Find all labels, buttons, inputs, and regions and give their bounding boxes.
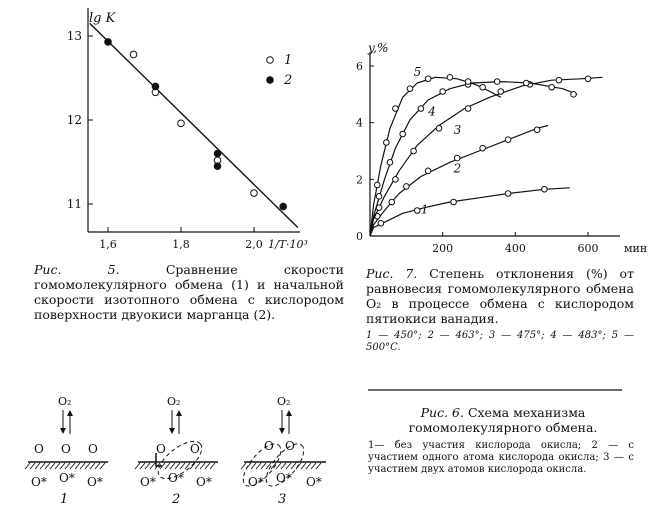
fig7-point-series-2	[389, 199, 395, 205]
oxide-oxygen-atom: O*	[59, 471, 75, 485]
fig7-y-tick-label: 2	[356, 173, 363, 187]
fig5-y-tick-label: 12	[66, 113, 82, 127]
gas-oxygen-atom: O	[264, 439, 274, 453]
fig5-legend-label: 2	[284, 73, 293, 88]
fig5-point-series-2	[280, 203, 287, 210]
fig7-series-label: 3	[453, 123, 462, 137]
fig5-legend-marker	[267, 77, 274, 84]
fig6-legend-text: 1— без участия кислорода окисла; 2 — с участием одного атома кислорода окисла; 3 — с участием двух атомов кислорода окисла.	[368, 440, 634, 475]
oxide-oxygen-atom: O*	[196, 475, 212, 489]
gas-oxygen-atom: O	[285, 439, 295, 453]
fig7-point-series-2	[480, 145, 486, 151]
fig7-chart	[356, 41, 647, 255]
fig5-y-tick-label: 11	[66, 197, 82, 211]
fig6-caption-lead: Рис. 6.	[420, 405, 464, 420]
fig5-caption-lead: Рис. 5.	[34, 262, 120, 277]
fig7-x-tick-label: 400	[504, 242, 526, 255]
fig5-chart	[67, 8, 308, 251]
fig7-point-series-1	[451, 199, 457, 205]
fig6-caption	[372, 405, 634, 435]
fig5-x-label: 1/T·10³	[268, 238, 308, 251]
fig7-point-series-4	[376, 194, 382, 200]
fig7-point-series-4	[571, 92, 577, 98]
fig5-y-tick-label: 13	[66, 29, 82, 43]
fig7-point-series-3	[465, 106, 471, 112]
fig7-caption-lead: Рис. 7.	[366, 266, 418, 281]
arrowhead-icon	[176, 410, 182, 416]
fig7-point-series-5	[465, 79, 471, 85]
gas-oxygen-atom: O	[61, 442, 71, 456]
oxide-oxygen-atom: O*	[248, 475, 264, 489]
arrowhead-icon	[169, 428, 175, 434]
fig7-point-series-1	[505, 191, 511, 197]
surface-hatching	[25, 463, 105, 469]
fig7-y-tick-label: 4	[356, 116, 363, 130]
fig7-x-tick-label: 200	[432, 242, 454, 255]
fig7-y-tick-label: 0	[356, 230, 363, 243]
fig7-point-series-3	[393, 177, 399, 183]
oxide-oxygen-atom: O*	[87, 475, 103, 489]
fig7-point-series-3	[556, 77, 562, 83]
fig5-point-series-2	[152, 83, 159, 90]
oxide-oxygen-atom: O*	[276, 471, 292, 485]
fig7-point-series-4	[387, 160, 393, 166]
fig7-point-series-5	[447, 75, 453, 81]
fig7-x-tick-label: 600	[577, 242, 599, 255]
oxide-oxygen-atom: O*	[168, 471, 184, 485]
fig7-point-series-4	[494, 79, 500, 85]
fig7-point-series-2	[425, 168, 431, 174]
fig7-point-series-5	[425, 76, 431, 82]
fig5-point-series-1	[178, 120, 185, 127]
panel-label: 1	[60, 492, 69, 507]
fig5-point-series-2	[105, 39, 112, 46]
fig5-point-series-1	[130, 51, 137, 58]
arrowhead-icon	[67, 410, 73, 416]
fig7-point-series-4	[418, 106, 424, 112]
oxide-oxygen-atom: O*	[31, 475, 47, 489]
gas-oxygen-atom: O	[34, 442, 44, 456]
o2-label: O₂	[58, 395, 72, 408]
fig7-point-series-2	[454, 155, 460, 161]
fig7-point-series-4	[400, 131, 406, 137]
fig5-fit-line	[90, 23, 298, 227]
fig7-series-line-1	[370, 188, 570, 236]
fig5-legend-marker	[267, 57, 274, 64]
arrowhead-icon	[286, 410, 292, 416]
fig7-point-series-3	[411, 148, 417, 154]
fig7-series-label: 1	[420, 202, 429, 217]
fig7-series-label: 4	[428, 104, 436, 119]
fig7-point-series-4	[549, 84, 555, 90]
fig6-panel-3	[237, 395, 326, 507]
oxide-oxygen-atom: O*	[140, 475, 156, 489]
fig5-legend-label: 1	[284, 53, 293, 68]
fig7-point-series-1	[542, 186, 548, 192]
fig5-x-tick-label: 2,0	[245, 238, 263, 251]
gas-oxygen-atom: O	[190, 442, 200, 456]
fig7-y-label: y,%	[368, 41, 389, 55]
fig7-caption-text: Степень отклонения (%) от равновесия гомомолекулярного обмена O₂ в процессе обмена с кислородом пятиокиси ванадия.	[366, 266, 634, 326]
fig7-caption	[366, 266, 634, 326]
fig7-point-series-3	[436, 126, 442, 132]
fig7-point-series-3	[498, 89, 504, 95]
fig5-point-series-2	[214, 150, 221, 157]
fig7-point-series-1	[378, 220, 384, 226]
fig5-point-series-1	[251, 190, 258, 197]
fig7-point-series-3	[585, 76, 591, 82]
fig7-y-tick-label: 6	[356, 60, 363, 73]
fig5-x-tick-label: 1,8	[172, 238, 190, 251]
fig5-y-label: lg K	[89, 11, 116, 26]
fig7-point-series-4	[523, 80, 529, 86]
fig7-legend-text: 1 — 450°; 2 — 463°; 3 — 475°; 4 — 483°; 5 — 500°C.	[366, 330, 634, 353]
fig7-series-label: 5	[413, 64, 422, 79]
fig7-point-series-2	[505, 137, 511, 143]
fig6-panel-2	[135, 395, 218, 507]
fig7-point-series-5	[374, 182, 380, 188]
panel-label: 2	[172, 492, 181, 507]
panel-label: 3	[278, 492, 287, 507]
gas-oxygen-atom: O	[156, 442, 166, 456]
surface-hatching	[241, 463, 321, 469]
fig7-point-series-2	[404, 184, 410, 190]
o2-label: O₂	[277, 395, 291, 408]
fig5-caption	[34, 262, 344, 322]
arrowhead-icon	[279, 428, 285, 434]
fig6-panel-1	[25, 395, 108, 507]
fig6-caption-text: Схема механизма гомомолекулярного обмена.	[408, 405, 598, 435]
fig7-series-label: 2	[453, 161, 462, 176]
fig7-point-series-1	[414, 208, 420, 214]
fig7-point-series-5	[480, 84, 486, 90]
surface-hatching	[135, 463, 215, 469]
fig7-point-series-2	[534, 127, 540, 133]
fig5-caption-text: Сравнение скорости гомомолекулярного обмена (1) и начальной скорости изотопного обмена с кислородом поверхности двуокиси марганца (2).	[34, 262, 344, 322]
fig5-x-tick-label: 1,6	[99, 238, 117, 251]
oxide-oxygen-atom: O*	[306, 475, 322, 489]
fig7-point-series-5	[384, 140, 390, 146]
fig7-point-series-5	[393, 106, 399, 112]
o2-label: O₂	[167, 395, 181, 408]
fig7-point-series-4	[440, 89, 446, 95]
fig7-point-series-5	[407, 86, 413, 92]
fig5-point-series-2	[214, 163, 221, 170]
fig7-x-label: мин	[624, 242, 648, 255]
gas-oxygen-atom: O	[88, 442, 98, 456]
arrowhead-icon	[60, 428, 66, 434]
